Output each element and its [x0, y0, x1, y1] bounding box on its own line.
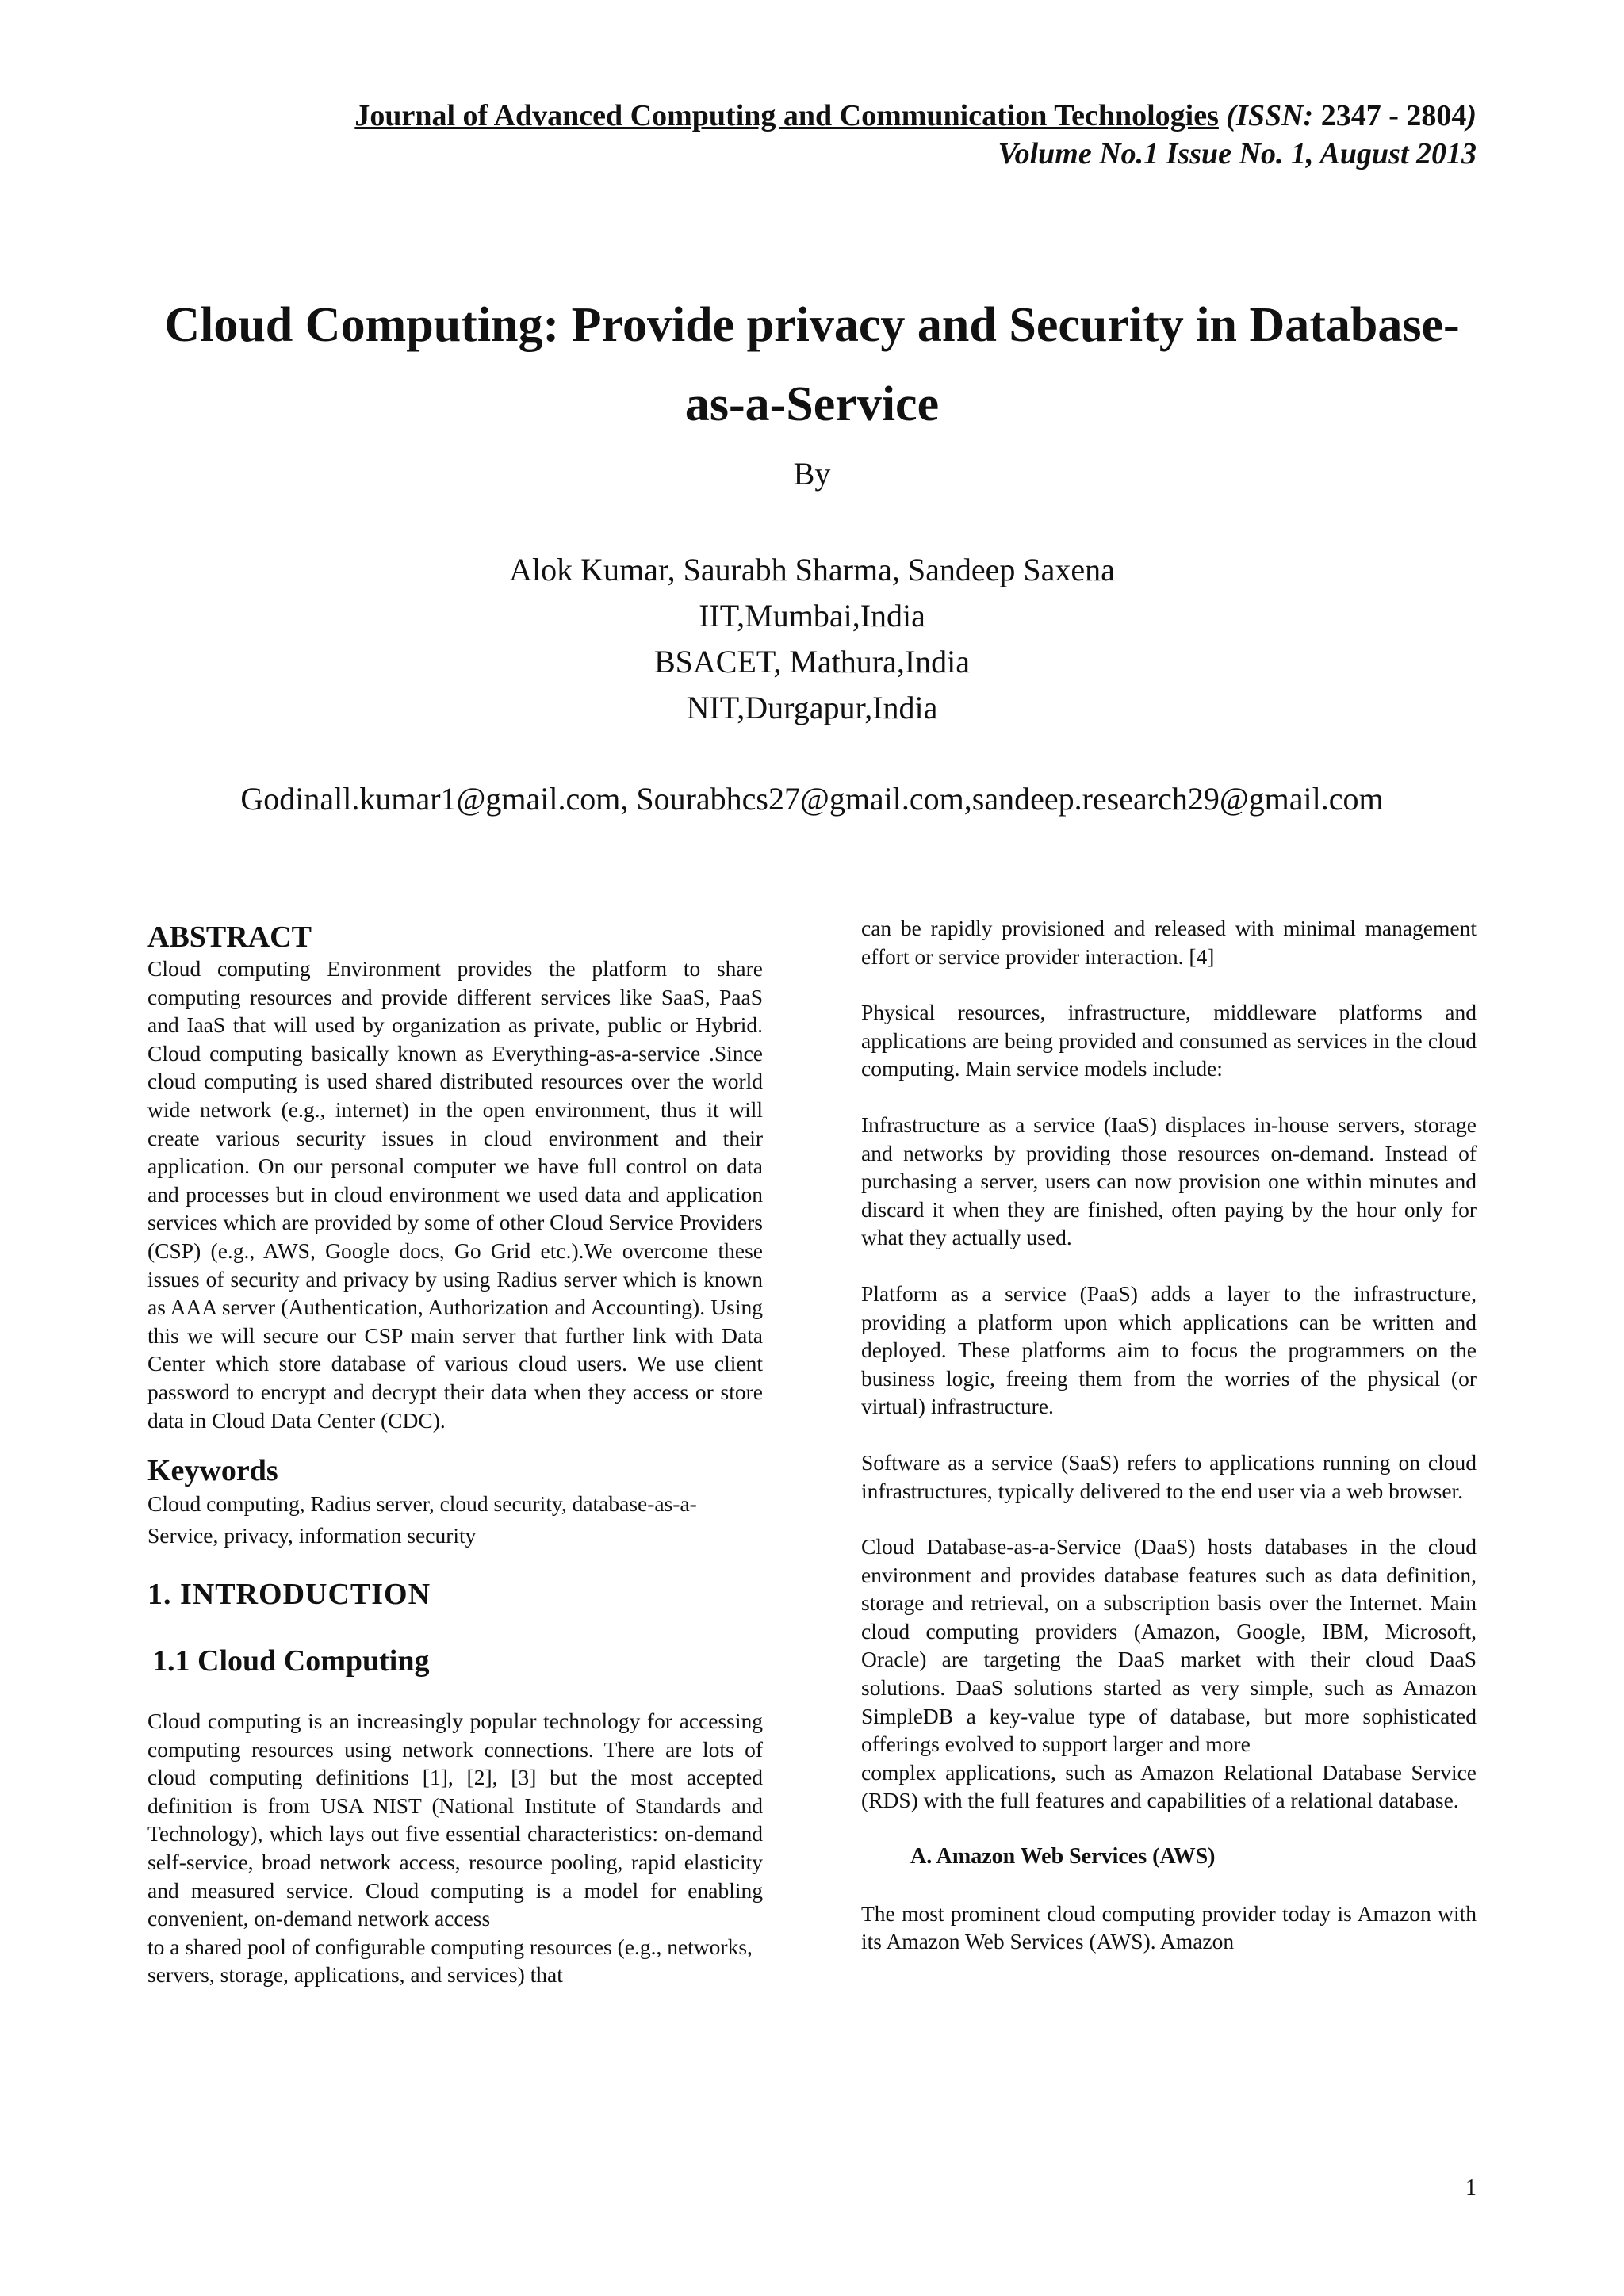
by-line: By	[793, 456, 831, 492]
cloud-computing-subheading: 1.1 Cloud Computing	[152, 1644, 430, 1678]
abstract-text: Cloud computing Environment provides the platform to share computing resources and provide different services like SaaS, PaaS and IaaS that will used by organization as private, public or Hybrid. Cloud computing basically known as Everything-as-a-service .Since cloud computing is used shared distributed resources over the world wide network (e.g., internet) in the open environment, thus it will create various security issues in cloud environment and their application. On our personal computer we have full control on data and processes but in cloud environment we used data and application services which are provided by some of other Cloud Service Providers (CSP) (e.g., AWS, Google docs, Go Grid etc.).We overcome these issues of security and privacy by using Radius server which is known as AAA server (Authentication, Authorization and Accounting). Using this we will secure our CSP main server that further link with Data Center which store database of various cloud users. We use client password to encrypt and decrypt their data when they access or store data in Cloud Data Center (CDC).	[147, 956, 763, 1433]
title-line-1: Cloud Computing: Provide privacy and Security in Database-	[164, 298, 1460, 352]
iaas-paragraph: Infrastructure as a service (IaaS) displaces in-house servers, storage and networks by providing those resources on-demand. Instead of purchasing a server, users can now provision one within minutes and discard it when they are finished, often paying by the hour only for what they actually used.	[861, 1112, 1477, 1250]
daas-paragraph-continued: complex applications, such as Amazon Relational Database Service (RDS) with the full features and capabilities of a relational database.	[861, 1759, 1477, 1813]
left-column	[147, 912, 763, 1989]
continued-paragraph: can be rapidly provisioned and released with minimal management effort or service provider interaction. [4]	[861, 916, 1477, 969]
physical-resources-paragraph: Physical resources, infrastructure, middleware platforms and applications are being provided and consumed as services in the cloud computing. Main service models include:	[861, 1000, 1477, 1081]
issn-close: )	[1466, 99, 1477, 132]
volume-line: Volume No.1 Issue No. 1, August 2013	[998, 137, 1477, 170]
right-column	[861, 914, 1477, 1956]
author-emails: Godinall.kumar1@gmail.com, Sourabhcs27@gmail.com,sandeep.research29@gmail.com	[240, 781, 1384, 817]
aws-paragraph: The most prominent cloud computing provider today is Amazon with its Amazon Web Services (AWS). Amazon	[861, 1900, 1477, 1954]
intro-paragraph-continued: to a shared pool of configurable computing resources (e.g., networks, servers, storage, applications, and services) that	[147, 1934, 753, 1988]
title-line-2: as-a-Service	[684, 377, 940, 431]
affiliation-1: IIT,Mumbai,India	[699, 598, 925, 633]
paas-paragraph: Platform as a service (PaaS) adds a layer to the infrastructure, providing a platform upon which applications can be written and deployed. These platforms aim to focus the programmers on the business logic, freeing them from the worries of the physical (or virtual) infrastructure.	[861, 1280, 1477, 1419]
introduction-heading: 1. INTRODUCTION	[147, 1578, 431, 1612]
saas-paragraph: Software as a service (SaaS) refers to applications running on cloud infrastructures, typically delivered to the end user via a web browser.	[861, 1449, 1477, 1503]
page-number: 1	[1465, 2175, 1477, 2200]
paper-title	[147, 285, 1477, 444]
keywords-text: Cloud computing, Radius server, cloud security, database-as-a-Service, privacy, information security	[147, 1491, 697, 1548]
journal-name: Journal of Advanced Computing and Communication Technologies	[354, 99, 1219, 132]
journal-line	[354, 97, 1477, 135]
issn-label: (ISSN:	[1218, 99, 1314, 132]
intro-paragraph: Cloud computing is an increasingly popular technology for accessing computing resources using network connections. There are lots of cloud computing definitions [1], [2], [3] but the most accepted definition is from USA NIST (National Institute of Standards and Technology), which lays out five essential characteristics: on-demand self-service, broad network access, resource pooling, rapid elasticity and measured service. Cloud computing is a model for enabling convenient, on-demand network access	[147, 1709, 763, 1931]
issn-number: 2347 - 2804	[1313, 99, 1467, 132]
keywords-heading: Keywords	[147, 1454, 278, 1488]
affiliation-3: NIT,Durgapur,India	[686, 690, 938, 725]
daas-paragraph: Cloud Database-as-a-Service (DaaS) hosts databases in the cloud environment and provides database features such as data definition, storage and retrieval, on a subscription basis over the Internet. Main cloud computing providers (Amazon, Google, IBM, Microsoft, Oracle) are targeting the DaaS market with their cloud DaaS solutions. DaaS solutions started as very simple, such as Amazon SimpleDB a key-value type of database, but more sophisticated offerings evolved to support larger and more	[861, 1534, 1477, 1757]
running-header	[354, 97, 1477, 173]
abstract-heading: ABSTRACT	[147, 920, 312, 954]
author-names: Alok Kumar, Saurabh Sharma, Sandeep Saxena	[509, 552, 1115, 587]
affiliation-2: BSACET, Mathura,India	[653, 644, 971, 679]
authors-block	[147, 547, 1477, 731]
aws-subheading: A. Amazon Web Services (AWS)	[910, 1844, 1216, 1869]
